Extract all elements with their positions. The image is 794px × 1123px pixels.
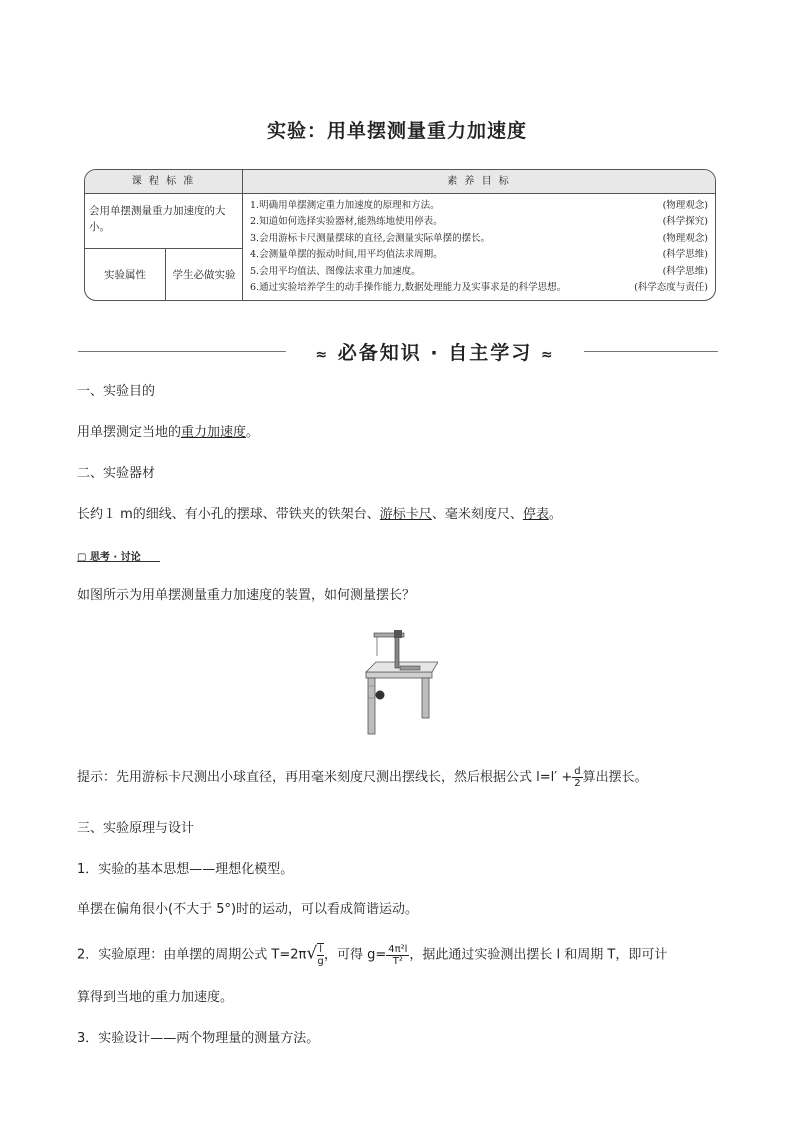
purpose-text: 用单摆测定当地的重力加速度。 bbox=[77, 425, 260, 440]
standards-table bbox=[84, 169, 716, 301]
principle-step-2-cont: 算得到当地的重力加速度。 bbox=[77, 990, 234, 1005]
banner-squiggle-icon: ≈ bbox=[540, 347, 555, 363]
goal-item: 2.知道如何选择实验器材,能熟练地使用停表。 (科学探究) bbox=[250, 216, 708, 228]
header-literacy-goals: 素 养 目 标 bbox=[243, 170, 715, 194]
course-standard-text: 会用单摆测量重力加速度的大小。 bbox=[89, 205, 226, 233]
section-heading-principle: 三、实验原理与设计 bbox=[77, 821, 195, 836]
header-course-standard: 课 程 标 准 bbox=[85, 170, 242, 194]
equipment-text: 长约１ m的细线、有小孔的摆球、带铁夹的铁架台、游标卡尺、毫米刻度尺、停表。 bbox=[77, 507, 562, 522]
banner-divider-left bbox=[78, 351, 286, 352]
attribute-label: 实验属性 bbox=[85, 249, 166, 301]
attribute-value: 学生必做实验 bbox=[172, 269, 236, 281]
section-heading-equipment: 二、实验器材 bbox=[77, 466, 156, 481]
fraction-4pi2l-over-t2: $\frac{\text{4π²l}}{\text{T²}}$ bbox=[388, 943, 408, 967]
goals-list bbox=[250, 198, 708, 296]
banner-divider-right bbox=[584, 351, 718, 352]
principle-step-1: 1．实验的基本思想——理想化模型。 bbox=[77, 862, 294, 877]
hint-text: 提示：先用游标卡尺测出小球直径，再用毫米刻度尺测出摆线长，然后根据公式 l=l′ + $\frac{d}{2}$ 算出摆长。 bbox=[77, 766, 648, 789]
page-title: 实验：用单摆测量重力加速度 bbox=[266, 120, 527, 142]
sqrt-icon: √ bbox=[306, 943, 318, 964]
think-discuss-label: ▢ 思考 · 讨论 bbox=[77, 552, 141, 563]
question-text: 如图所示为用单摆测量重力加速度的装置，如何测量摆长？ bbox=[77, 588, 416, 603]
banner-squiggle-icon: ≈ bbox=[315, 347, 330, 363]
principle-step-3: 3．实验设计——两个物理量的测量方法。 bbox=[77, 1031, 320, 1046]
section-banner: ≈ 必备知识 · 自主学习 ≈ bbox=[315, 342, 555, 364]
fraction-d-over-2: $\frac{d}{2}$ bbox=[574, 766, 581, 789]
box-icon: ▢ bbox=[77, 552, 87, 563]
section-heading-purpose: 一、实验目的 bbox=[77, 384, 156, 399]
goal-item: 3.会用游标卡尺测量摆球的直径,会测量实际单摆的摆长。 (物理观念) bbox=[250, 232, 708, 244]
attribute-row bbox=[85, 248, 242, 301]
goal-item: 4.会测量单摆的振动时间,用平均值法求周期。 (科学思维) bbox=[250, 249, 708, 261]
fraction-l-over-g: $\frac{l}{g}$ bbox=[317, 944, 324, 967]
principle-step-1-detail: 单摆在偏角很小(不大于 5°)时的运动，可以看成简谐运动。 bbox=[77, 902, 419, 917]
pendulum-apparatus-figure bbox=[360, 628, 438, 736]
goal-item: 5.会用平均值法、图像法求重力加速度。 (科学思维) bbox=[250, 265, 708, 277]
goal-item: 6.通过实验培养学生的动手操作能力,数据处理能力及实事求是的科学思想。 (科学态度与责任) bbox=[250, 281, 708, 293]
think-underline bbox=[77, 561, 160, 562]
principle-step-2: 2．实验原理：由单摆的周期公式 T=2π√ $\frac{l}{g}$ ，可得 g= $\frac{\text{4π²l}}{\text{T²}}$ ，据此通过实验测出摆长 l 和周期 T，即可计 bbox=[77, 943, 668, 967]
goal-item: 1.明确用单摆测定重力加速度的原理和方法。 (物理观念) bbox=[250, 200, 708, 211]
